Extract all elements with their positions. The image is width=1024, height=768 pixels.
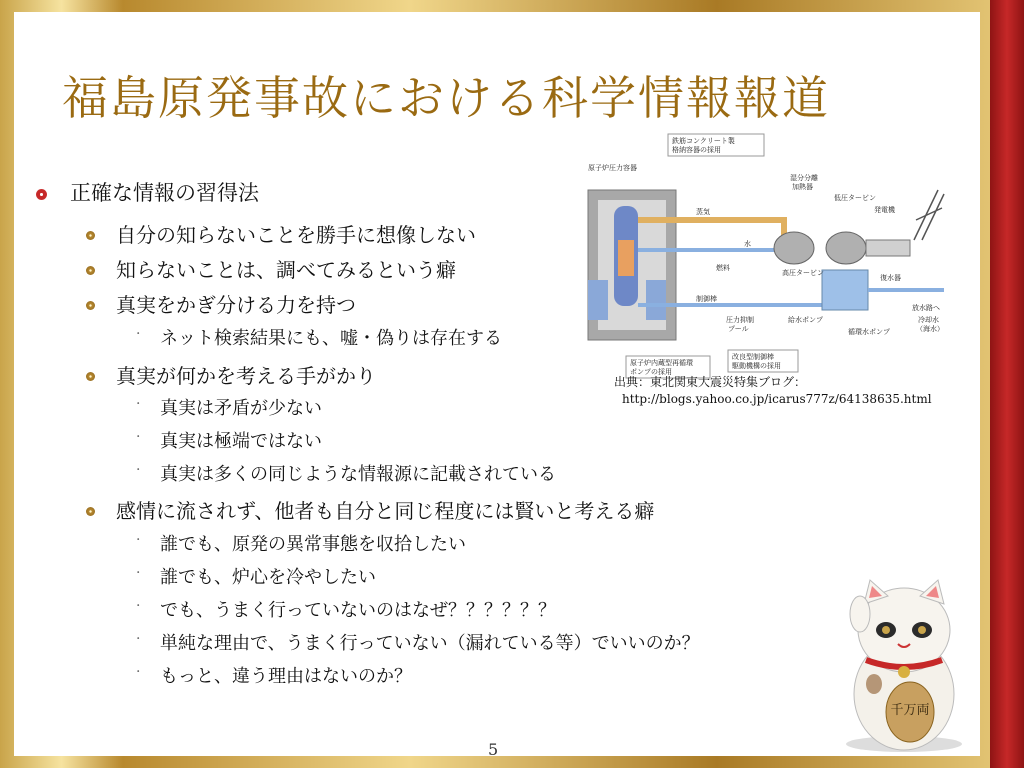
diagram-label: 冷却水 [918, 316, 939, 324]
diagram-label: 循環水ポンプ [848, 328, 890, 336]
diagram-label: 蒸気 [696, 208, 710, 216]
diagram-label: 復水器 [880, 274, 901, 282]
bullet-l2: 真実が何かを考える手がかり [116, 364, 376, 388]
bullet-l3: 真実は極端ではない [160, 431, 322, 452]
diagram-label: 加熱器 [792, 183, 813, 191]
bullet-l2: 真実をかぎ分ける力を持つ [116, 293, 356, 317]
diagram-label: 駆動機構の採用 [732, 362, 781, 370]
bullet-dot-icon: · [136, 462, 141, 478]
source-line: 出典：東北関東大震災特集ブログ： [614, 375, 807, 389]
bullet-dot-icon: · [136, 429, 141, 445]
reactor-diagram [584, 130, 956, 380]
bullet-dot-icon: · [136, 326, 141, 342]
bullet-gold-icon [86, 266, 95, 275]
bullet-l1: 正確な情報の習得法 [70, 181, 259, 205]
source-url: http://blogs.yahoo.co.jp/icarus777z/64138635.html [622, 392, 932, 406]
diagram-label: プール [728, 325, 749, 333]
bullet-l2: 感情に流されず、他者も自分と同じ程度には賢いと考える癖 [116, 499, 655, 523]
bullet-l3: もっと、違う理由はないのか？ [160, 666, 412, 687]
bullet-dot-icon: · [136, 631, 141, 647]
bullet-gold-icon [86, 301, 95, 310]
bullet-dot-icon: · [136, 565, 141, 581]
source-citation [614, 374, 932, 408]
diagram-label: 放水路へ [912, 304, 940, 312]
diagram-label: 湿分分離 [790, 174, 818, 182]
bullet-l3: 単純な理由で、うまく行っていない（漏れている等）でいいのか？ [160, 633, 700, 654]
diagram-label: 高圧タービン [782, 269, 824, 277]
bullet-gold-icon [86, 372, 95, 381]
page-number: 5 [488, 740, 499, 759]
bullet-red-icon [36, 189, 47, 200]
diagram-label: 改良型制御棒 [732, 353, 774, 361]
diagram-label: ポンプの採用 [630, 368, 672, 376]
decorative-red-band [990, 0, 1024, 768]
diagram-label: 燃料 [716, 264, 730, 272]
slide [14, 12, 980, 759]
diagram-label: 原子炉圧力容器 [588, 164, 637, 172]
bullet-dot-icon: · [136, 598, 141, 614]
diagram-label: （海水） [916, 325, 944, 333]
diagram-label: 給水ポンプ [788, 316, 823, 324]
bullet-l3: 真実は多くの同じような情報源に記載されている [160, 464, 556, 485]
diagram-label: 格納容器の採用 [672, 146, 721, 154]
bullet-l3: 誰でも、炉心を冷やしたい [160, 567, 376, 588]
bullet-dot-icon: · [136, 532, 141, 548]
bullet-dot-icon: · [136, 664, 141, 680]
diagram-label: 原子炉内蔵型再循環 [630, 359, 693, 367]
bullet-l3: ネット検索結果にも、嘘・偽りは存在する [160, 328, 502, 349]
bullet-l3: 誰でも、原発の異常事態を収拾したい [160, 534, 466, 555]
diagram-label: 圧力抑制 [726, 316, 754, 324]
slide-title: 福島原発事故における科学情報報道 [62, 71, 830, 125]
bullet-gold-icon [86, 231, 95, 240]
diagram-label: 発電機 [874, 206, 895, 214]
maneki-neko-image [840, 574, 968, 752]
diagram-label: 水 [744, 240, 751, 248]
koban-text: 千万両 [890, 703, 930, 718]
bullet-l3: 真実は矛盾が少ない [160, 398, 322, 419]
bullet-gold-icon [86, 507, 95, 516]
diagram-label: 低圧タービン [834, 194, 876, 202]
bullet-l2: 知らないことは、調べてみるという癖 [116, 258, 456, 282]
diagram-label: 鉄筋コンクリート製 [672, 137, 735, 145]
bullet-dot-icon: · [136, 396, 141, 412]
bullet-l3: でも、うまく行っていないのはなぜ？？？？？？ [160, 600, 556, 621]
bullet-l2: 自分の知らないことを勝手に想像しない [116, 223, 476, 247]
diagram-label: 制御棒 [696, 295, 717, 303]
